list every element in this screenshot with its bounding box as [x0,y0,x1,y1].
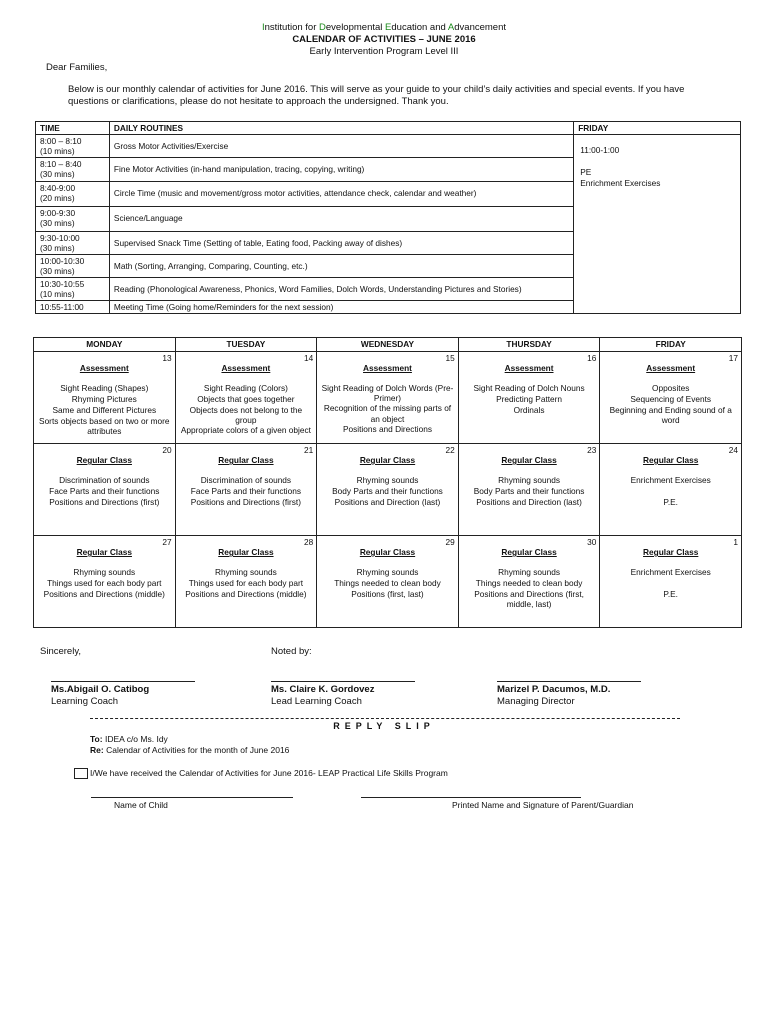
calendar-activity: Sight Reading (Shapes) [60,383,149,394]
calendar-cell-heading: Assessment [363,363,412,374]
calendar-activity: Face Parts and their functions [190,486,301,497]
calendar-date: 23 [587,445,597,455]
calendar-activity: Positions and Directions (middle) [185,589,307,600]
calendar-week-row [34,352,742,444]
institution-name [0,22,768,34]
calendar-date: 1 [733,537,738,547]
calendar-date: 24 [728,445,738,455]
calendar-activity: P.E. [663,589,678,600]
calendar-cell-heading: Regular Class [218,547,274,558]
calendar-activity: Sight Reading of Dolch Words (Pre-Primer) [321,383,454,404]
calendar-header-row [34,338,742,352]
institution-text: evelopmental [325,22,386,33]
calendar-activity: Same and Different Pictures [52,405,157,416]
to-label: To: [90,734,103,744]
calendar-activity: Enrichment Exercises [630,475,711,486]
calendar-day-cell [317,444,459,536]
calendar-cell-heading: Assessment [221,363,271,374]
routine-time-line: 9:00-9:30 [40,207,76,218]
signer-role: Lead Learning Coach [271,696,362,707]
routine-time [36,206,110,231]
calendar-activity: Things needed to clean body [334,578,441,589]
signature-line [51,681,195,682]
calendar-date: 20 [162,445,172,455]
signer-name: Marizel P. Dacumos, M.D. [497,684,611,695]
calendar-date: 27 [162,537,172,547]
routine-activity: Circle Time (music and movement/gross motor activities, attendance check, calendar and weather) [109,181,573,206]
calendar-activity: Sequencing of Events [630,394,712,405]
calendar-activity: Positions and Directions [342,423,432,434]
calendar-week-row [34,444,742,536]
child-name-label: Name of Child [114,800,168,810]
calendar-date: 21 [303,445,314,455]
parent-signature-line[interactable] [361,797,581,798]
signature-line [271,681,415,682]
calendar-day-cell [600,352,742,444]
parent-signature-label: Printed Name and Signature of Parent/Guardian [452,800,634,810]
institution-text: nstitution for [264,22,319,33]
calendar-activity: Ordinals [513,405,545,416]
institution-initial: A [447,22,455,33]
calendar-cell-heading: Regular Class [643,455,699,466]
routine-time-line: (20 mins) [40,192,75,203]
calendar-activity: Positions and Directions (first, middle, last) [474,589,584,610]
calendar-cell-heading: Regular Class [76,455,132,466]
routine-activity: Science/Language [109,206,573,231]
calendar-activity: Things used for each body part [188,578,304,589]
routine-time-line: 8:10 – 8:40 [40,159,82,170]
calendar-day-cell [600,536,742,628]
intro-paragraph: Below is our monthly calendar of activities for June 2016. This will serve as your guide to your child’s daily activities and special events. If you have questions or clarifications, please do not hesitate to approach the undersigned. Thank you. [68,84,685,108]
institution-text: ducation and [391,22,448,33]
routine-time-line: (30 mins) [40,242,75,253]
calendar-cell-heading: Regular Class [501,455,557,466]
calendar-activity: Enrichment Exercises [630,567,711,578]
calendar-day-cell [317,352,459,444]
calendar-activity: Sorts objects based on two or more attributes [39,416,170,437]
routine-row [36,135,741,158]
routine-time-line: 9:30-10:00 [40,232,80,243]
salutation: Dear Families, [46,62,108,73]
to-value: IDEA c/o Ms. Idy [104,734,168,744]
routine-time-line: (10 mins) [40,289,75,300]
routine-time-line: (30 mins) [40,169,75,180]
routine-time-line: 10:30-10:55 [40,278,85,289]
routine-activity: Meeting Time (Going home/Reminders for the next session) [109,301,573,314]
calendar-activity: Recognition of the missing parts of an object [323,403,452,424]
calendar-day-cell [458,352,600,444]
calendar-activity: Predicting Pattern [496,394,563,405]
institution-initial: I [261,22,265,33]
institution-text: dvancement [454,22,507,33]
calendar-activity: Face Parts and their functions [49,486,160,497]
calendar-activity: Discrimination of sounds [200,475,292,486]
calendar-activity: Sight Reading of Dolch Nouns [473,383,585,394]
calendar-activity: Sight Reading (Colors) [203,383,288,394]
re-label: Re: [90,745,104,756]
monthly-calendar-table [33,337,742,628]
friday-schedule [574,135,741,314]
signer-role: Learning Coach [51,696,119,707]
calendar-activity: Rhyming sounds [214,567,277,578]
friday-column-header: FRIDAY [574,122,741,135]
routine-time-line: 10:55-11:00 [40,302,84,313]
calendar-activity: Positions and Directions (first) [49,497,160,508]
calendar-day-cell [34,444,176,536]
friday-schedule-line [580,156,734,167]
calendar-date: 13 [162,353,172,363]
weekday-header: TUESDAY [175,338,317,352]
calendar-activity: Body Parts and their functions [473,486,585,497]
acknowledgement-checkbox[interactable] [74,768,88,779]
calendar-activity: Appropriate colors of a given object [180,425,311,436]
calendar-activity: Rhyming sounds [73,567,136,578]
document-title: CALENDAR OF ACTIVITIES – JUNE 2016 [292,33,476,45]
calendar-date: 28 [303,537,314,547]
calendar-date: 29 [445,537,455,547]
time-column-header: TIME [36,122,110,135]
re-value: Calendar of Activities for the month of June 2016 [106,745,290,756]
calendar-activity: Beginning and Ending sound of a word [609,405,732,426]
routine-time-line: 8:00 – 8:10 [40,136,82,147]
calendar-cell-heading: Regular Class [359,455,416,466]
calendar-activity: Discrimination of sounds [59,475,150,486]
routine-time [36,231,110,254]
calendar-date: 16 [587,353,597,363]
calendar-activity: Rhyming sounds [356,567,419,578]
calendar-cell-heading: Assessment [504,363,554,374]
calendar-activity: Objects does not belong to the group [189,405,303,426]
signer-name: Ms. Claire K. Gordovez [271,684,375,695]
calendar-date: 17 [728,353,738,363]
calendar-activity [603,578,738,589]
friday-schedule-line: PE [580,167,592,178]
acknowledgement-row [74,768,448,779]
reply-address [90,734,289,756]
routine-activity: Supervised Snack Time (Setting of table, Eating food, Packing away of dishes) [109,231,573,254]
calendar-activity: Rhyming sounds [356,475,419,486]
cut-line [90,718,680,719]
routine-time-line: (30 mins) [40,217,75,228]
routine-time [36,301,110,314]
calendar-activity [603,486,738,497]
acknowledgement-text: I/We have received the Calendar of Activities for June 2016- LEAP Practical Life Skills Program [90,768,448,779]
signer-name: Ms.Abigail O. Catibog [51,684,150,695]
routine-activity: Reading (Phonological Awareness, Phonics, Word Families, Dolch Words, Understanding Pictures and Stories) [109,277,573,300]
routine-header-row [36,122,741,135]
routine-activity: Fine Motor Activities (in-hand manipulation, tracing, copying, writing) [109,158,573,181]
calendar-activity: Rhyming sounds [498,475,560,486]
calendar-day-cell [175,352,317,444]
calendar-day-cell [175,444,317,536]
child-name-line[interactable] [91,797,293,798]
calendar-cell-heading: Regular Class [643,547,699,558]
calendar-cell-heading: Regular Class [218,455,274,466]
routine-time-line: (10 mins) [40,146,75,157]
document-header [0,22,768,58]
calendar-cell-heading: Regular Class [359,547,416,558]
calendar-activity: P.E. [663,497,678,508]
signer-role: Managing Director [497,696,575,707]
calendar-activity: Things used for each body part [47,578,162,589]
institution-initial: D [319,22,326,33]
reply-slip-title: REPLY SLIP [333,721,435,731]
calendar-activity: Opposites [652,383,690,394]
sincerely-label: Sincerely, [40,646,82,657]
friday-schedule-line: Enrichment Exercises [580,178,661,189]
calendar-activity: Positions and Directions (first) [190,497,301,508]
friday-schedule-line: 11:00-1:00 [580,145,620,156]
routine-time [36,254,110,277]
calendar-day-cell [458,444,600,536]
calendar-activity: Objects that goes together [197,394,295,405]
noted-by-label: Noted by: [271,646,312,657]
weekday-header: THURSDAY [458,338,600,352]
calendar-activity: Positions and Direction (last) [334,497,441,508]
calendar-activity: Rhyming sounds [498,567,560,578]
calendar-cell-heading: Regular Class [76,547,132,558]
calendar-cell-heading: Regular Class [501,547,557,558]
calendar-activity: Positions (first, last) [351,589,424,600]
calendar-date: 14 [303,353,314,363]
routine-time [36,181,110,206]
calendar-day-cell [317,536,459,628]
routine-activity: Gross Motor Activities/Exercise [109,135,573,158]
calendar-day-cell [458,536,600,628]
calendar-cell-heading: Assessment [646,363,696,374]
program-name: Early Intervention Program Level III [309,45,459,57]
calendar-activity: Positions and Direction (last) [476,497,582,508]
calendar-date: 22 [445,445,455,455]
weekday-header: WEDNESDAY [317,338,459,352]
calendar-day-cell [34,536,176,628]
weekday-header: MONDAY [34,338,176,352]
calendar-date: 15 [445,353,455,363]
routine-time [36,277,110,300]
calendar-date: 30 [587,537,597,547]
institution-initial: E [385,22,392,33]
routine-activity: Math (Sorting, Arranging, Comparing, Counting, etc.) [109,254,573,277]
calendar-activity: Positions and Directions (middle) [43,589,165,600]
routine-time-line: 10:00-10:30 [40,255,85,266]
routine-time [36,158,110,181]
weekday-header: FRIDAY [600,338,742,352]
routine-time [36,135,110,158]
calendar-day-cell [175,536,317,628]
calendar-activity: Rhyming Pictures [71,394,137,405]
calendar-day-cell [34,352,176,444]
routine-time-line: 8:40-9:00 [40,182,76,193]
signature-line [497,681,641,682]
daily-routine-table [35,121,741,314]
routines-column-header: DAILY ROUTINES [109,122,573,135]
calendar-day-cell [600,444,742,536]
calendar-cell-heading: Assessment [79,363,129,374]
routine-time-line: (30 mins) [40,265,75,276]
calendar-activity: Things needed to clean body [475,578,583,589]
calendar-activity: Body Parts and their functions [332,486,443,497]
calendar-week-row [34,536,742,628]
